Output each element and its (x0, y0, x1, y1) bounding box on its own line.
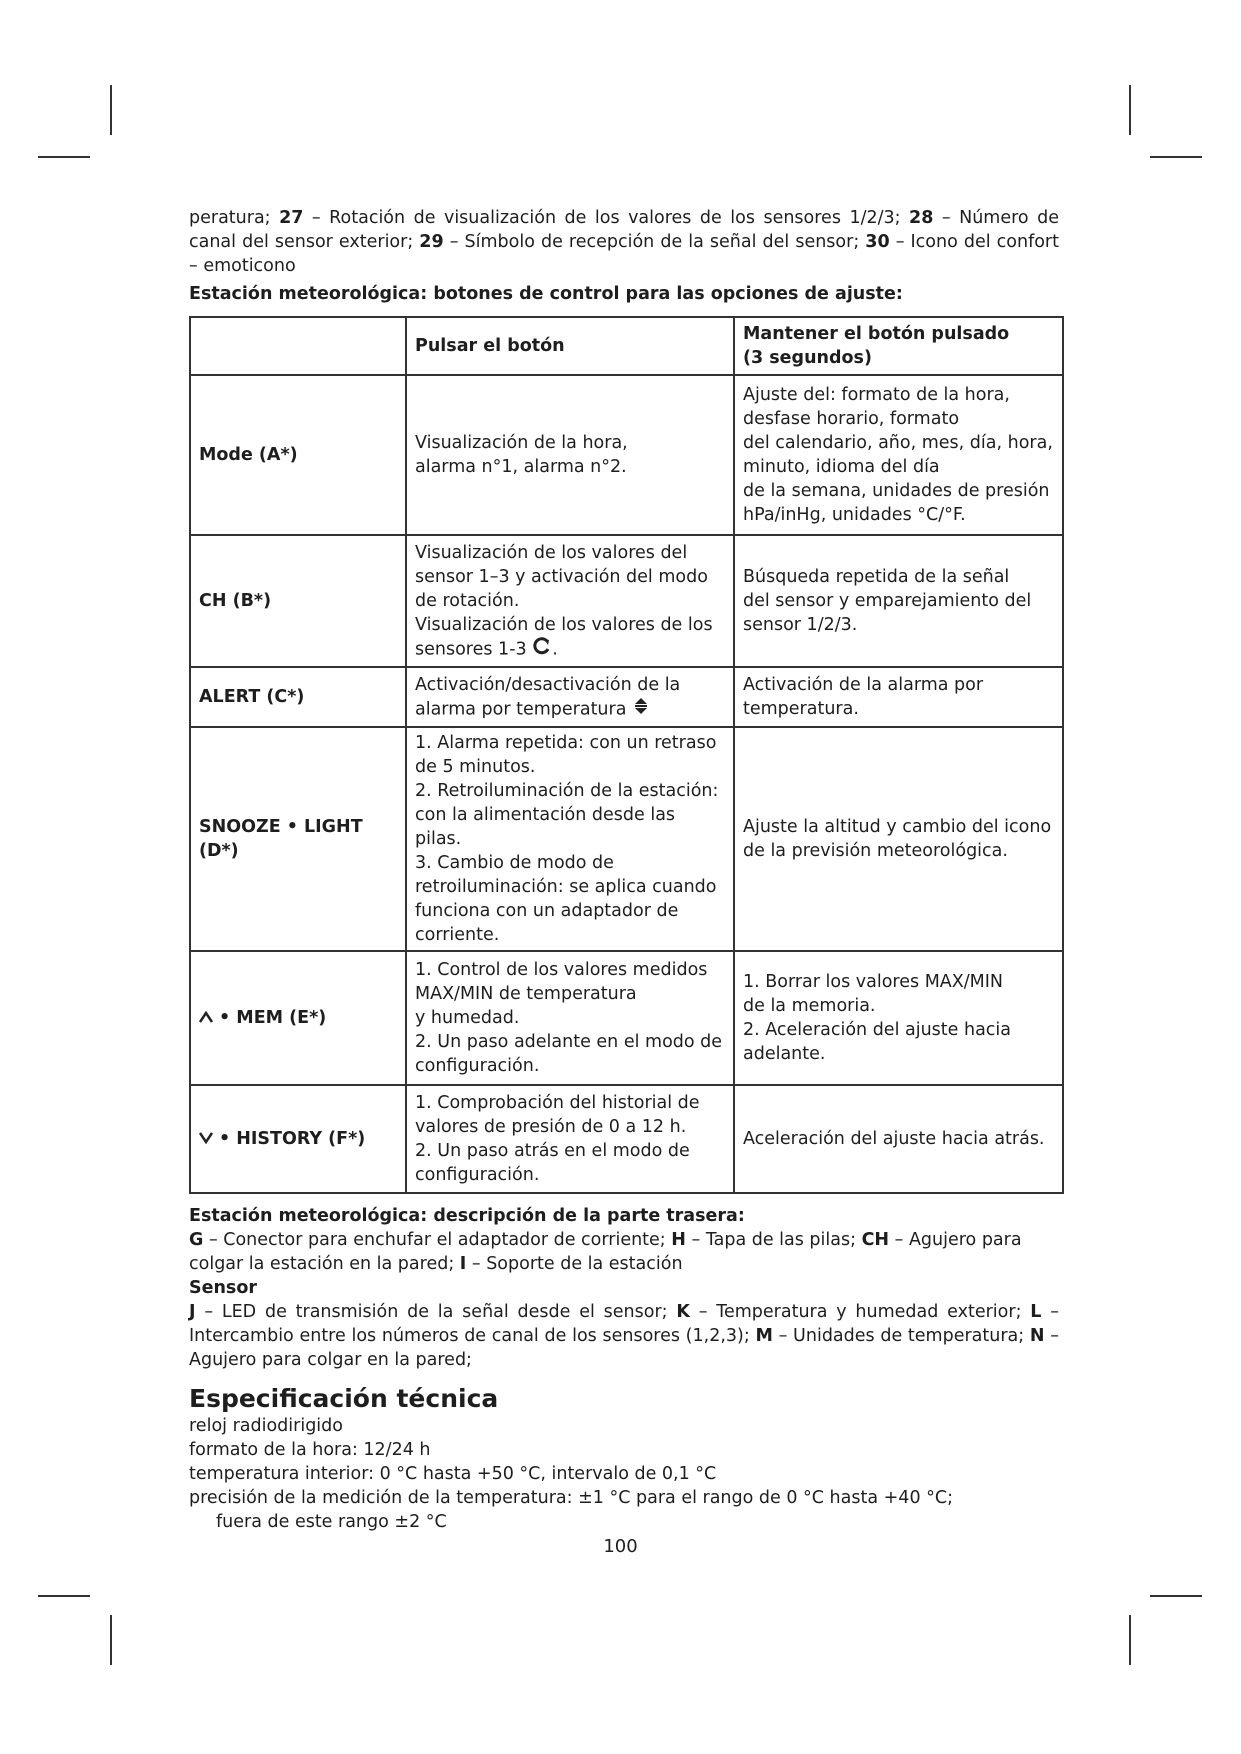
crop-mark (110, 85, 112, 135)
spec-line: precisión de la medición de la temperatura: ±1 °C para el rango de 0 °C hasta +40 °C; (189, 1488, 954, 1508)
row-hold-cell: Ajuste del: formato de la hora, desfase horario, formato del calendario, año, mes, día, hora, minuto, idioma del día de la semana, unidades de presión hPa/inHg, unidades °C/°F. (734, 375, 1063, 535)
crop-mark (1150, 1595, 1202, 1597)
crop-mark (1129, 1615, 1131, 1665)
temperature-alarm-icon (632, 697, 650, 722)
row-hold-cell: Aceleración del ajuste hacia atrás. (734, 1085, 1063, 1193)
up-arrow-icon (199, 1006, 213, 1030)
crop-mark (1150, 156, 1202, 158)
row-hold-cell: Búsqueda repetida de la señal del sensor y emparejamiento del sensor 1/2/3. (734, 535, 1063, 667)
row-button-name: SNOOZE • LIGHT (D*) (190, 727, 406, 951)
row-hold-cell: Activación de la alarma por temperatura. (734, 667, 1063, 727)
refresh-icon (532, 637, 552, 662)
row-press-cell: Activación/desactivación de la alarma por temperatura (406, 667, 734, 727)
row-press-cell: Visualización de la hora, alarma n°1, alarma n°2. (406, 375, 734, 535)
row-hold-cell: Ajuste la altitud y cambio del icono de la previsión meteorológica. (734, 727, 1063, 951)
table-header-cell: Pulsar el botón (406, 317, 734, 375)
table-row (190, 667, 1063, 727)
crop-mark (38, 1595, 90, 1597)
sensor-title: Sensor (189, 1278, 258, 1298)
table-header-cell: Mantener el botón pulsado (3 segundos) (734, 317, 1063, 375)
sensor-paragraph: J – LED de transmisión de la señal desde el sensor; K – Temperatura y humedad exterior; L – Intercambio entre los números de canal de los sensores (1,2,3); M – Unidades de temperatura; N – Agujero para colgar en la pared; (189, 1302, 1059, 1370)
controls-title: Estación meteorológica: botones de control para las opciones de ajuste: (189, 284, 903, 304)
spec-line: formato de la hora: 12/24 h (189, 1440, 431, 1460)
table-row (190, 1085, 1063, 1193)
page-content (189, 206, 1059, 1534)
intro-paragraph: peratura; 27 – Rotación de visualización de los valores de los sensores 1/2/3; 28 – Número de canal del sensor exterior; 29 – Símbolo de recepción de la señal del sensor; 30 – Icono del confort – emoticono (189, 208, 1060, 276)
crop-mark (1129, 85, 1131, 135)
spec-line-indented: fuera de este rango ±2 °C (216, 1512, 447, 1532)
row-button-name: • MEM (E*) (190, 951, 406, 1085)
spec-line: reloj radiodirigido (189, 1416, 343, 1436)
row-hold-cell: 1. Borrar los valores MAX/MIN de la memoria. 2. Aceleración del ajuste hacia adelante. (734, 951, 1063, 1085)
row-press-cell: 1. Control de los valores medidos MAX/MIN de temperatura y humedad. 2. Un paso adelante en el modo de configuración. (406, 951, 734, 1085)
crop-mark (110, 1615, 112, 1665)
page-number: 100 (603, 1536, 638, 1557)
table-row (190, 375, 1063, 535)
table-row (190, 951, 1063, 1085)
table-header-row (190, 317, 1063, 375)
row-press-cell: Visualización de los valores del sensor 1–3 y activación del modo de rotación. Visualización de los valores de los sensores 1-3 . (406, 535, 734, 667)
controls-table (189, 316, 1064, 1194)
rear-title: Estación meteorológica: descripción de la parte trasera: (189, 1206, 745, 1226)
down-arrow-icon (199, 1127, 213, 1151)
row-button-name: CH (B*) (190, 535, 406, 667)
row-press-cell: 1. Comprobación del historial de valores de presión de 0 a 12 h. 2. Un paso atrás en el modo de configuración. (406, 1085, 734, 1193)
row-press-cell: 1. Alarma repetida: con un retraso de 5 minutos. 2. Retroiluminación de la estación: con la alimentación desde las pilas. 3. Cambio de modo de retroiluminación: se aplica cuando funciona con un adaptador de corriente. (406, 727, 734, 951)
row-button-name: ALERT (C*) (190, 667, 406, 727)
spec-title: Especificación técnica (189, 1384, 499, 1413)
table-row (190, 535, 1063, 667)
table-row (190, 727, 1063, 951)
rear-paragraph: G – Conector para enchufar el adaptador de corriente; H – Tapa de las pilas; CH – Agujero para colgar la estación en la pared; I – Soporte de la estación (189, 1230, 1022, 1274)
table-header-cell (190, 317, 406, 375)
spec-line: temperatura interior: 0 °C hasta +50 °C, intervalo de 0,1 °C (189, 1464, 717, 1484)
row-button-name: Mode (A*) (190, 375, 406, 535)
crop-mark (38, 156, 90, 158)
row-button-name: • HISTORY (F*) (190, 1085, 406, 1193)
